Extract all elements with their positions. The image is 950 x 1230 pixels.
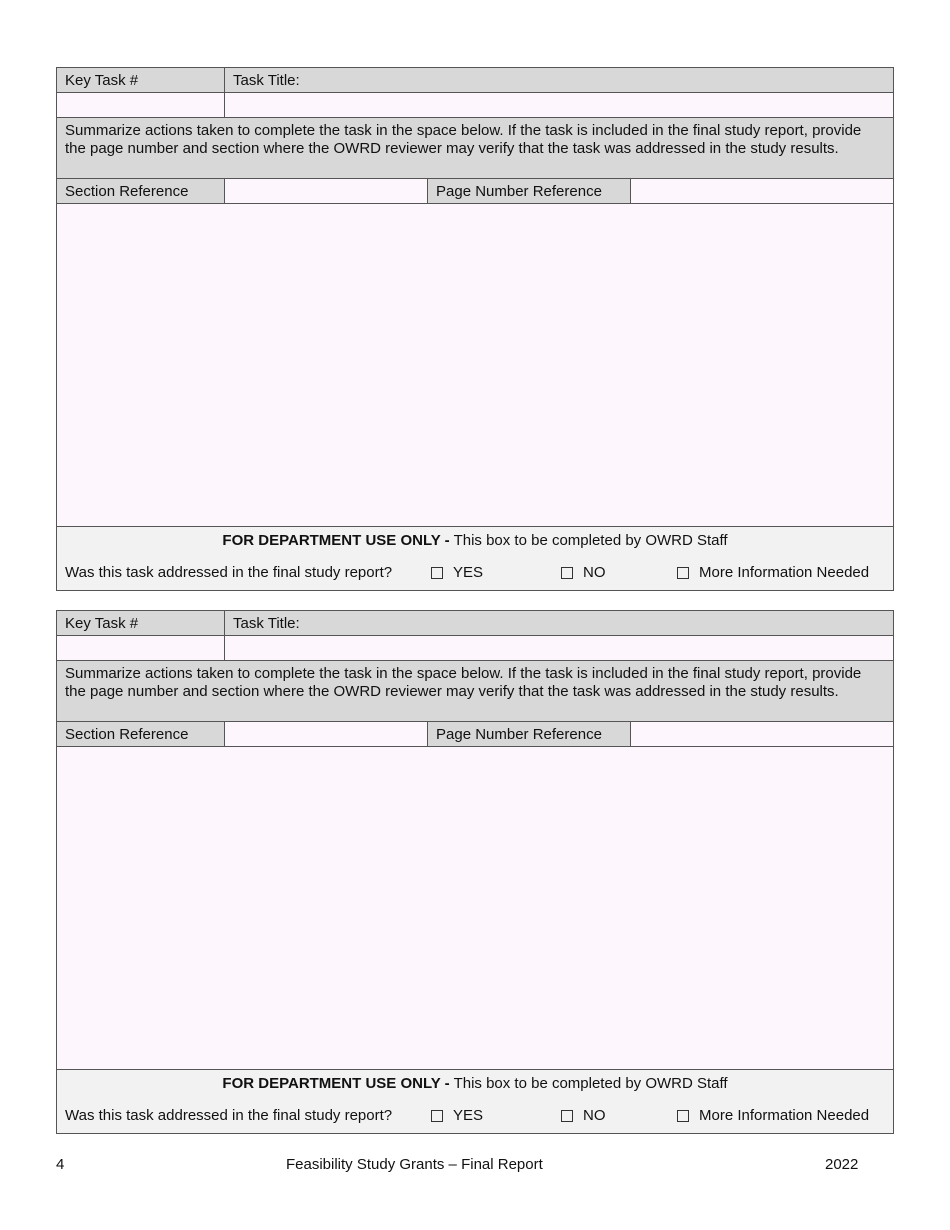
no-checkbox[interactable] bbox=[561, 1107, 606, 1124]
page-number-reference-label: Page Number Reference bbox=[428, 179, 631, 203]
department-use-section bbox=[57, 527, 893, 590]
department-question-row bbox=[65, 564, 885, 584]
checkbox-icon[interactable] bbox=[561, 567, 573, 579]
no-label: NO bbox=[583, 564, 606, 581]
department-use-heading bbox=[57, 1075, 893, 1092]
key-task-form-2 bbox=[56, 610, 894, 1134]
more-info-checkbox[interactable] bbox=[677, 564, 869, 581]
key-task-form-1 bbox=[56, 67, 894, 591]
yes-label: YES bbox=[453, 1107, 484, 1124]
department-use-note: This box to be completed by OWRD Staff bbox=[449, 532, 728, 549]
task-title-label: Task Title: bbox=[233, 614, 300, 632]
more-info-checkbox[interactable] bbox=[677, 1107, 869, 1124]
section-reference-field[interactable] bbox=[225, 722, 428, 746]
task-input-row bbox=[57, 636, 893, 661]
more-info-label: More Information Needed bbox=[699, 1107, 870, 1124]
page-number-reference-field[interactable] bbox=[631, 179, 893, 203]
instructions-row bbox=[57, 118, 893, 179]
task-instructions: Summarize actions taken to complete the task in the space below. If the task is included in the final study report, provide the page number and section where the OWRD reviewer may verify that the task was addressed in the study results. bbox=[65, 122, 862, 157]
checkbox-icon[interactable] bbox=[431, 567, 443, 579]
task-title-label: Task Title: bbox=[233, 71, 300, 89]
reference-row bbox=[57, 722, 893, 747]
department-question: Was this task addressed in the final study report? bbox=[65, 564, 393, 581]
yes-label: YES bbox=[453, 564, 484, 581]
section-reference-label: Section Reference bbox=[57, 722, 225, 746]
department-question-row bbox=[65, 1107, 885, 1127]
page-footer bbox=[56, 1156, 894, 1176]
key-task-number-field[interactable] bbox=[57, 636, 225, 660]
section-reference-field[interactable] bbox=[225, 179, 428, 203]
task-header-row bbox=[57, 68, 893, 93]
department-use-note: This box to be completed by OWRD Staff bbox=[449, 1075, 728, 1092]
footer-title: Feasibility Study Grants – Final Report bbox=[286, 1156, 543, 1173]
task-title-field[interactable] bbox=[225, 93, 893, 117]
key-task-number-field[interactable] bbox=[57, 93, 225, 117]
department-question: Was this task addressed in the final study report? bbox=[65, 1107, 393, 1124]
key-task-label: Key Task # bbox=[57, 611, 225, 635]
checkbox-icon[interactable] bbox=[431, 1110, 443, 1122]
section-reference-label: Section Reference bbox=[57, 179, 225, 203]
task-input-row bbox=[57, 93, 893, 118]
yes-checkbox[interactable] bbox=[431, 1107, 483, 1124]
department-use-heading bbox=[57, 532, 893, 549]
checkbox-icon[interactable] bbox=[677, 1110, 689, 1122]
page-number: 4 bbox=[56, 1156, 65, 1173]
yes-checkbox[interactable] bbox=[431, 564, 483, 581]
task-header-row bbox=[57, 611, 893, 636]
task-instructions: Summarize actions taken to complete the task in the space below. If the task is included in the final study report, provide the page number and section where the OWRD reviewer may verify that the task was addressed in the study results. bbox=[65, 665, 862, 700]
department-use-bold: FOR DEPARTMENT USE ONLY - bbox=[222, 1075, 450, 1092]
page-number-reference-label: Page Number Reference bbox=[428, 722, 631, 746]
department-use-bold: FOR DEPARTMENT USE ONLY - bbox=[222, 532, 450, 549]
checkbox-icon[interactable] bbox=[561, 1110, 573, 1122]
page-number-reference-field[interactable] bbox=[631, 722, 893, 746]
checkbox-icon[interactable] bbox=[677, 567, 689, 579]
task-summary-textarea[interactable] bbox=[57, 747, 893, 1070]
reference-row bbox=[57, 179, 893, 204]
task-summary-textarea[interactable] bbox=[57, 204, 893, 527]
more-info-label: More Information Needed bbox=[699, 564, 870, 581]
department-use-section bbox=[57, 1070, 893, 1133]
footer-year: 2022 bbox=[825, 1156, 859, 1173]
no-checkbox[interactable] bbox=[561, 564, 606, 581]
no-label: NO bbox=[583, 1107, 606, 1124]
instructions-row bbox=[57, 661, 893, 722]
task-title-field[interactable] bbox=[225, 636, 893, 660]
key-task-label: Key Task # bbox=[57, 68, 225, 92]
